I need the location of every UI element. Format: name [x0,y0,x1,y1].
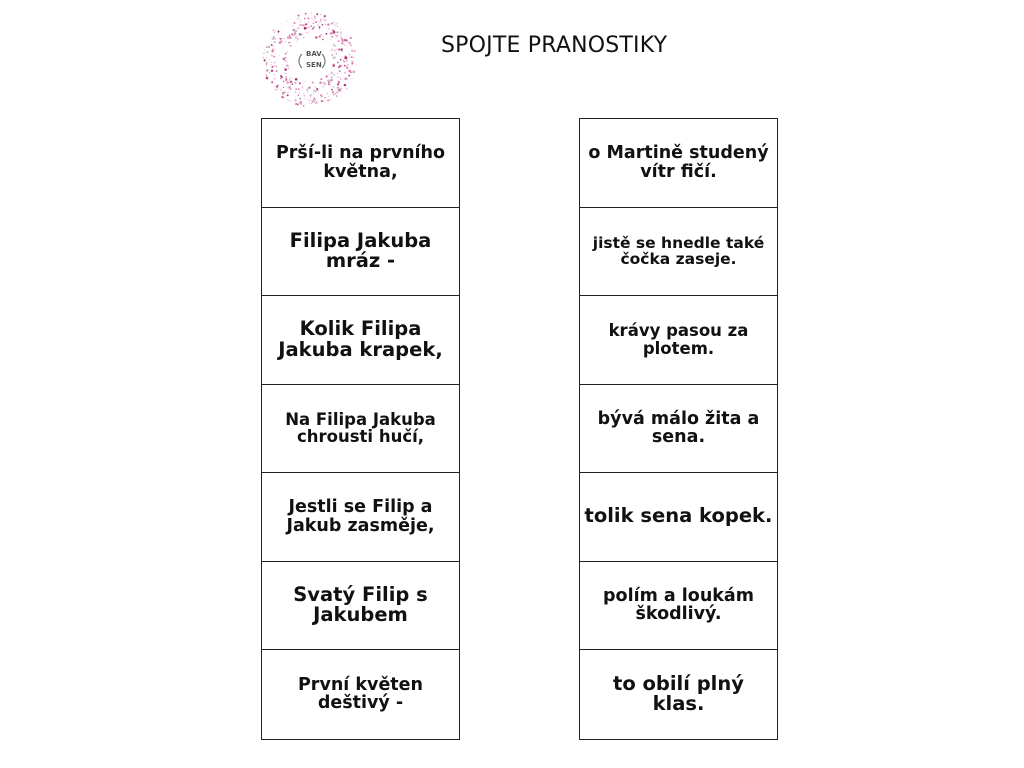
left-card-2[interactable]: Filipa Jakuba mráz - [262,208,459,297]
left-card-3[interactable]: Kolik Filipa Jakuba krapek, [262,296,459,385]
left-card-column [261,118,460,740]
left-card-6[interactable]: Svatý Filip s Jakubem [262,562,459,651]
logo-text-top: BAV [306,50,322,58]
logo-text-bottom: SEN [306,61,322,69]
left-card-7[interactable]: První květen deštivý - [297,674,424,714]
right-card-1[interactable]: o Martině studený vítr fičí. [580,119,777,208]
right-card-5[interactable]: tolik sena kopek. [580,473,777,562]
right-card-6[interactable]: polím a loukám škodlivý. [580,562,777,651]
logo-graphic [262,12,358,108]
right-card-2[interactable]: jistě se hnedle také čočka zaseje. [580,208,777,297]
right-card-3[interactable]: krávy pasou za plotem. [580,296,777,385]
left-card-5[interactable]: Jestli se Filip a Jakub zasměje, [262,473,459,562]
logo-center [290,40,330,80]
right-card-column [579,118,778,740]
right-card-4[interactable]: bývá málo žita a sena. [580,385,777,474]
left-card-1[interactable]: Prší-li na prvního května, [262,119,459,208]
bavisen-logo [262,12,358,108]
left-card-4[interactable]: Na Filipa Jakuba chrousti hučí, [262,385,459,474]
page-title: SPOJTE PRANOSTIKY [441,33,668,58]
right-card-7[interactable]: to obilí plný klas. [613,671,744,716]
